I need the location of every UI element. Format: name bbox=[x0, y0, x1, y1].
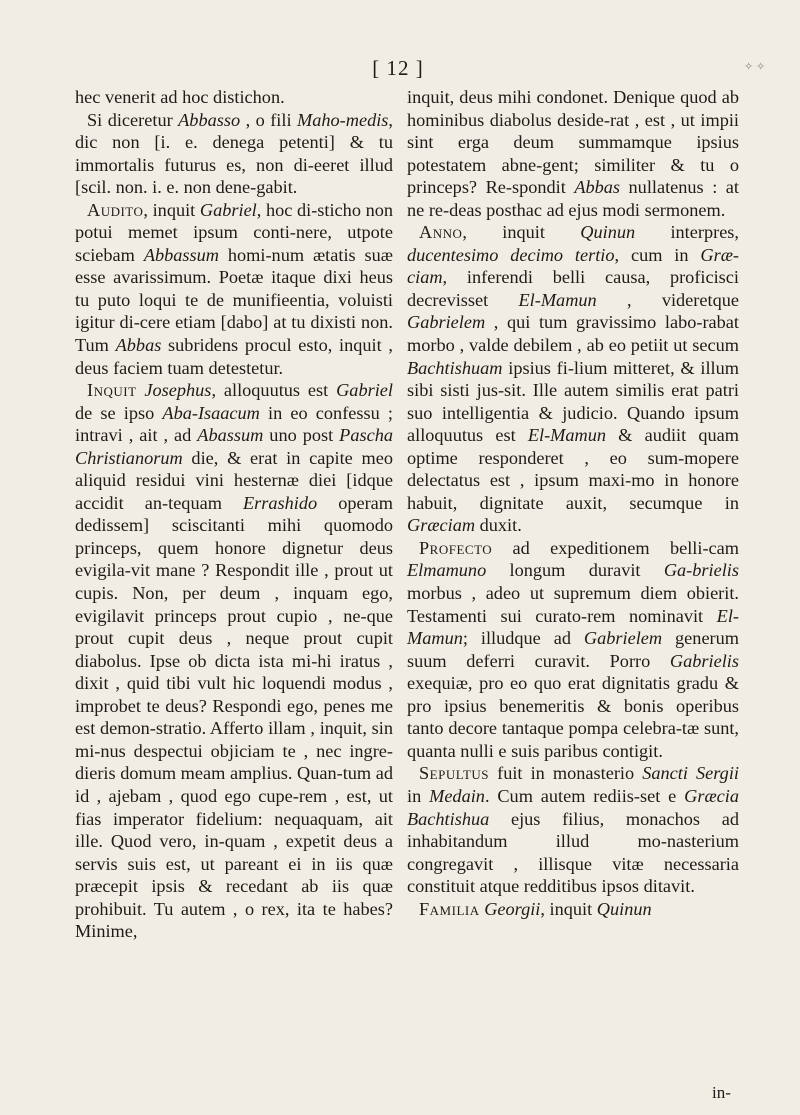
italic-run: Errashido bbox=[242, 492, 318, 513]
small-caps-run: Sepultus bbox=[419, 763, 490, 784]
right-paragraph-3: Profecto ad expeditionem belli-cam Elmamuno longum duravit Ga-brielis morbus , adeo ut supremum diem obierit. Testamenti sui curato-rem nominavit El-Mamun; illudque ad Gabrielem generum suum deferri curavit. Porro Gabrielis exequiæ, pro eo quo erat dignitatis gradu & pro ipsius benemeritis & bonis operibus tanto decore tantaque pompa celebra-tæ sunt, quanta nulli e suis paribus contigit. bbox=[407, 537, 740, 761]
italic-run: Gabrielem bbox=[583, 628, 663, 649]
italic-run: El-Mamun bbox=[527, 425, 607, 446]
italic-run: Gabriel bbox=[199, 199, 257, 220]
italic-run: Gabriel bbox=[336, 380, 393, 401]
italic-run: Abassum bbox=[197, 425, 264, 446]
italic-run: Abbas bbox=[574, 177, 621, 198]
italic-run: Abbassum bbox=[143, 244, 219, 265]
italic-run: Quinun bbox=[596, 898, 652, 919]
italic-run: Gabrielem bbox=[407, 312, 486, 333]
italic-run: Gabrielis bbox=[669, 650, 739, 671]
italic-run: Græcia Bachtishua bbox=[407, 785, 739, 829]
italic-run: Abbasso bbox=[178, 109, 241, 130]
italic-run: Ga-brielis bbox=[663, 560, 739, 581]
right-paragraph-1: inquit, deus mihi condonet. Denique quod ab hominibus diabolus deside-rat , est , ut impii sint erga deum summamque ipsius potestatem abne-gent; similiter & tu o princeps? Re-spondit Abbas nullatenus : at ne re-deas posthac ad ejus modi sermonem. bbox=[407, 87, 739, 220]
left-paragraph-3: Audito, inquit Gabriel, hoc di-sticho non potui memet ipsum conti-nere, utpote sciebam Abbassum homi-num ætatis suæ esse avarissimum. Poetæ itaque dixi heus tu puto loqui te de munifieentia, voluisti igitur di-cere etiam [dabo] at tu dixisti non. Tum Abbas subridens procul esto, inquit , deus faciem tuam detestetur. bbox=[75, 199, 393, 378]
catchword: in- bbox=[712, 1083, 731, 1102]
italic-run: Abbas bbox=[115, 335, 162, 356]
small-caps-run: Profecto bbox=[419, 537, 493, 558]
right-paragraph-5: Familia Georgii, inquit Quinun bbox=[419, 898, 652, 919]
right-paragraph-4: Sepultus fuit in monasterio Sancti Sergii in Medain. Cum autem rediis-set e Græcia Bachtishua ejus filius, monachos ad inhabitandum illud mo-nasterium congregavit , illisque vitæ necessaria constituit atque redditibus ipsos ditavit. bbox=[407, 763, 739, 897]
italic-run: Medain bbox=[429, 785, 485, 806]
left-paragraph-1: hec venerit ad hoc distichon. bbox=[75, 87, 285, 107]
italic-run: Georgii bbox=[484, 898, 541, 919]
italic-run: Græ-ciam bbox=[407, 244, 739, 288]
left-column bbox=[75, 86, 393, 943]
italic-run: El-Mamun bbox=[407, 605, 739, 649]
right-column bbox=[407, 86, 739, 920]
right-paragraph-2: Anno, inquit Quinun interpres, ducentesimo decimo tertio, cum in Græ-ciam, inferendi belli causa, proficisci decrevisset El-Mamun , videretque Gabrielem , qui tum gravissimo labo-rabat morbo , valde debilem , ab eo petiit ut secum Bachtishuam ipsius fi-lium mitteret, & illum sibi sisti jus-sit. Ille autem similis erat patri suo intelligentia & judicio. Quando ipsum alloquutus est El-Mamun & audiit quam optime responderet , eo sum-mopere delectatus est , ipsum maxi-mo in honore habuit, dignitate auxit, secumque in Græciam duxit. bbox=[407, 222, 739, 536]
small-caps-run: Inquit bbox=[87, 380, 137, 401]
small-caps-run: Audito bbox=[87, 199, 144, 220]
italic-run: Aba-Isaacum bbox=[162, 402, 260, 423]
corner-mark: ✧ ✧ bbox=[744, 61, 766, 73]
italic-run: Græciam bbox=[407, 515, 476, 536]
italic-run: ducentesimo decimo tertio bbox=[407, 244, 615, 265]
italic-run: Pascha Christianorum bbox=[75, 425, 393, 468]
italic-run: Bachtishuam bbox=[407, 357, 503, 378]
page-number: [ 12 ] bbox=[372, 56, 424, 80]
italic-run: Josephus bbox=[144, 380, 212, 401]
italic-run: Elmamuno bbox=[407, 560, 487, 581]
italic-run: El-Mamun bbox=[518, 289, 597, 310]
left-paragraph-2: Si diceretur Abbasso , o fili Maho-medis, dic non [i. e. denega petenti] & tu immortalis futurus es, non di-eeret illud [scil. non. i. e. non dene-gabit. bbox=[75, 109, 393, 198]
italic-run: Quinun bbox=[580, 222, 636, 243]
small-caps-run: Familia bbox=[419, 898, 480, 919]
small-caps-run: Anno bbox=[419, 222, 463, 243]
italic-run: Sancti Sergii bbox=[642, 763, 739, 784]
left-paragraph-4: Inquit Josephus, alloquutus est Gabriel de se ipso Aba-Isaacum in eo confessu ; intravi , ait , ad Abassum uno post Pascha Christianorum die, & erat in capite meo aliquid residui vini hesternæ diei [idque accidit an-tequam Errashido operam dedissem] sciscitanti mihi quomodo princeps, quem honore dignetur deus evigila-vit mane ? Respondit ille , prout ut cupis. Non, per deum , inquam ego, evigilavit princeps prout cupio , ne-que prout cupit deus , neque prout cupit diabolus. Ipse ob dicta ista mi-hi iratus , dixit , quid tibi vult hic loquendi modus , improbet te deus? Respondi ego, penes me est demon-stratio. Afferto illam , inquit, sin mi-nus despectui objiciam te , nec ingre-dieris domum meam amplius. Quan-tum ad id , ajebam , quod ego cupe-rem , est, ut fias imperator fidelium: nequaquam, ait ille. Quod vero, in-quam , expetit deus a servis suis est, ut pareant ei in iis quæ præcepit ipsis & recedant ab iis quæ prohibuit. Tu autem , o rex, ita te habes? Minime, bbox=[75, 380, 394, 942]
italic-run: Maho-medis bbox=[297, 109, 389, 130]
